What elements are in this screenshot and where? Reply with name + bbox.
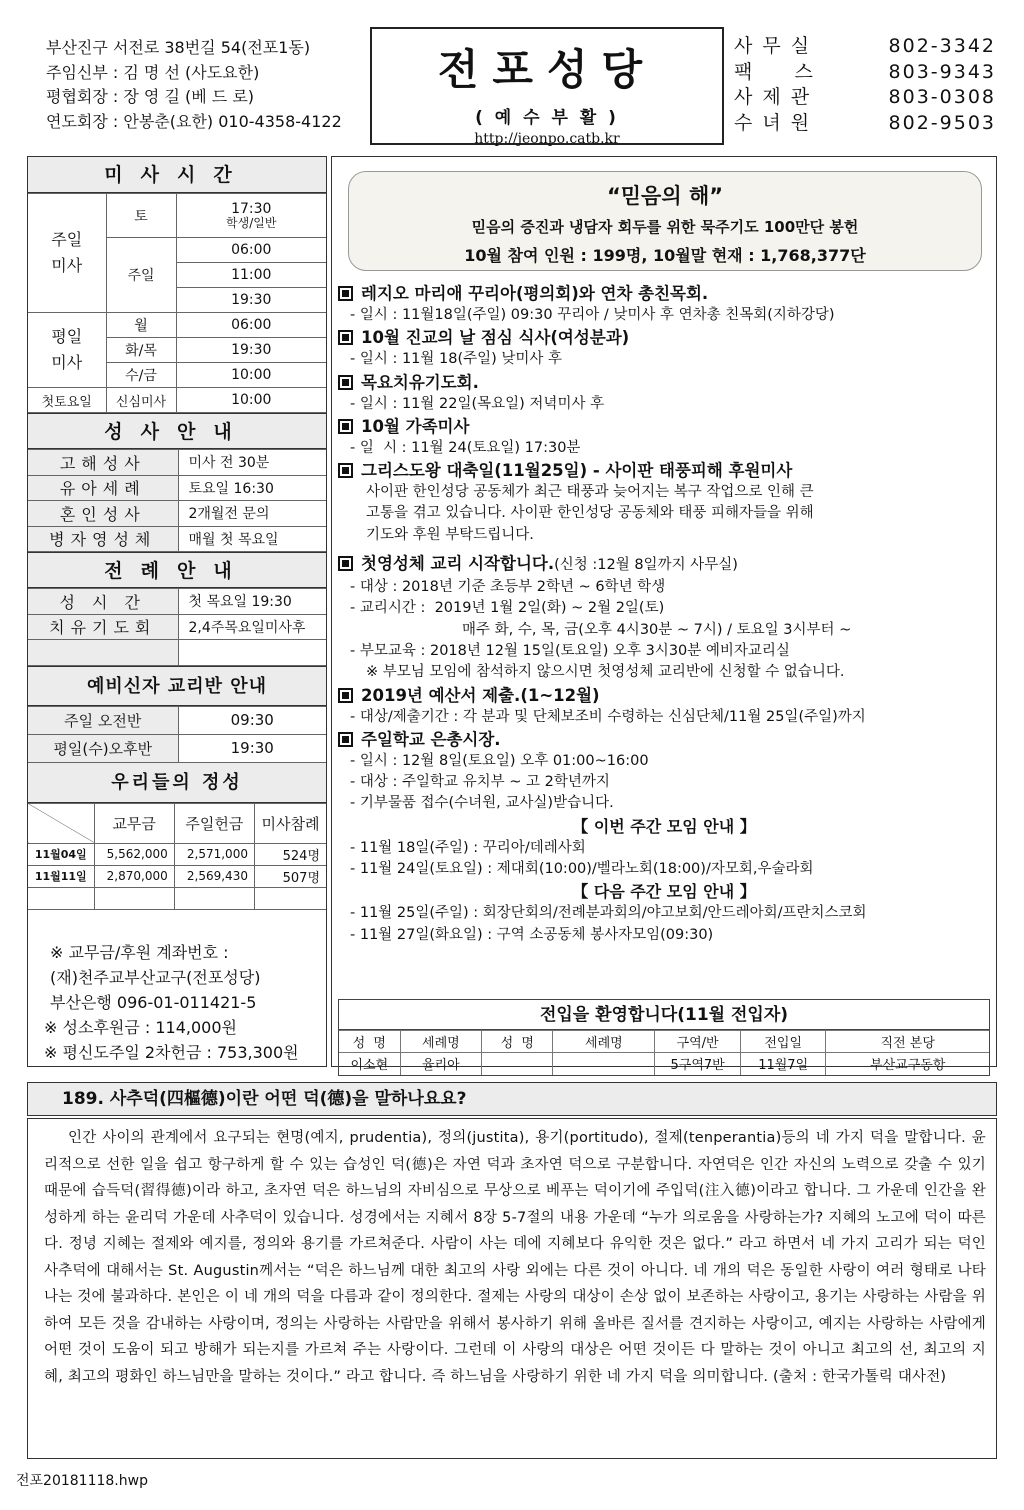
sacrament-row xyxy=(28,475,326,501)
weekday-time: 10:00 xyxy=(176,363,326,388)
notice-line: - 11월 24일(토요일) : 제대회(10:00)/벨라노회(18:00)/자모회,우술라회 xyxy=(350,861,814,878)
class-name: 주일 오전반 xyxy=(28,706,178,734)
parish-info xyxy=(46,36,366,134)
worship-row-empty xyxy=(28,640,326,666)
welcome-column-header: 성 명 xyxy=(482,1031,553,1053)
welcome-cell: 11월7일 xyxy=(740,1053,826,1075)
notice-line: ※ 부모님 모임에 참석하지 않으시면 첫영성체 교리반에 신청할 수 없습니다. xyxy=(366,664,845,681)
newcomers-table xyxy=(339,1030,989,1075)
empty-cell xyxy=(28,887,94,909)
square-bullet-icon xyxy=(338,556,353,571)
offering-collection: 2,571,000 xyxy=(174,843,254,865)
sacrament-row-info: 토요일 16:30 xyxy=(178,475,326,501)
sacrament-row-info: 2개월전 문의 xyxy=(178,501,326,527)
welcome-column-header: 구역/반 xyxy=(655,1031,741,1053)
notice-heading xyxy=(338,326,990,349)
contact-label: 사 무 실 xyxy=(734,35,812,57)
account-title: ※ 교무금/후원 계좌번호 : xyxy=(50,942,229,962)
welcome-column-header: 전입일 xyxy=(740,1031,826,1053)
mass-schedule-heading: 미사시간 xyxy=(28,157,326,193)
welcome-column-header: 성 명 xyxy=(339,1031,400,1053)
notice-line: 매주 화, 수, 목, 금(오후 4시30분 ~ 7시) / 토요일 3시부터 ~ xyxy=(462,621,852,638)
contact-row xyxy=(734,111,996,137)
offering-header-row xyxy=(28,803,326,843)
offering-heading: 우리들의 정성 xyxy=(28,763,326,803)
notice-heading xyxy=(338,282,990,305)
weekday-mass-label: 평일 미사 xyxy=(28,313,106,388)
vocation-donation: ※ 성소후원금 : 114,000원 xyxy=(44,1017,237,1037)
diagonal-cell xyxy=(28,803,94,843)
welcome-cell: 율리아 xyxy=(400,1053,482,1075)
catechumen-table xyxy=(28,706,326,763)
sacrament-row-name: 고해성사 xyxy=(28,450,178,476)
sacrament-row-info: 매월 첫 목요일 xyxy=(178,526,326,552)
worship-row-info: 2,4주목요일미사후 xyxy=(178,614,326,640)
contact-label: 수 녀 원 xyxy=(734,111,812,134)
welcome-cell xyxy=(482,1053,553,1075)
account-number: 부산은행 096-01-011421-5 xyxy=(50,992,257,1012)
welcome-cell xyxy=(553,1053,655,1075)
contact-number: 803-9343 xyxy=(888,60,996,83)
welcome-cell: 5구역7반 xyxy=(655,1053,741,1075)
contact-row xyxy=(734,85,996,111)
notice-list xyxy=(338,282,990,946)
contact-row xyxy=(734,34,996,60)
square-bullet-icon xyxy=(338,375,353,390)
notice-heading-text: 목요치유기도회. xyxy=(361,372,479,392)
welcome-cell: 부산교구동항 xyxy=(826,1053,989,1075)
worship-heading: 전례안내 xyxy=(28,552,326,588)
welcome-cell: 이소현 xyxy=(339,1053,400,1075)
first-saturday-type: 신심미사 xyxy=(106,388,176,413)
offering-collection: 2,569,430 xyxy=(174,865,254,887)
notice-line: - 11월 27일(화요일) : 구역 소공동체 봉사자모임(09:30) xyxy=(350,926,714,943)
welcome-column-header: 세례명 xyxy=(400,1031,482,1053)
welcome-newcomers xyxy=(338,999,990,1076)
worship-row-name: 치유기도회 xyxy=(28,614,178,640)
parish-title: 전포성당 xyxy=(437,45,657,94)
offering-column-header: 주일헌금 xyxy=(174,803,254,843)
parish-url[interactable]: http://jeonpo.catb.kr xyxy=(474,131,620,147)
meeting-heading: 【 이번 주간 모임 안내 】 xyxy=(572,816,756,836)
offering-column-header: 미사참례 xyxy=(254,803,326,843)
laity-sunday-collection: ※ 평신도주일 2차헌금 : 753,300원 xyxy=(44,1042,299,1062)
masthead xyxy=(370,27,724,145)
first-saturday-label: 첫토요일 xyxy=(28,388,106,413)
notice-heading xyxy=(338,415,990,438)
mass-schedule-table xyxy=(28,193,326,413)
catechumen-row xyxy=(28,734,326,762)
contact-number: 802-3342 xyxy=(888,35,996,57)
offering-row xyxy=(28,865,326,887)
welcome-title: 전입을 환영합니다(11월 전입자) xyxy=(339,1000,989,1030)
notice-heading-text: 레지오 마리애 꾸리아(평의회)와 연차 총친목회. xyxy=(361,284,709,303)
offering-column-header: 교무금 xyxy=(94,803,174,843)
sunday-time: 06:00 xyxy=(176,238,326,263)
contact-label: 팩 스 xyxy=(734,60,815,83)
contact-number: 803-0308 xyxy=(888,86,996,108)
notice-heading xyxy=(338,684,990,707)
sacrament-row-name: 유아세례 xyxy=(28,475,178,501)
square-bullet-icon xyxy=(338,419,353,434)
notice-heading xyxy=(338,552,990,577)
saturday-time: 17:30 학생/일반 xyxy=(176,194,326,238)
empty-cell xyxy=(174,887,254,909)
notice-line: - 일시 : 11월 22일(목요일) 저녁미사 후 xyxy=(350,395,605,412)
meeting-heading: 【 다음 주간 모임 안내 】 xyxy=(572,882,756,902)
account-holder: (재)천주교부산교구(전포성당) xyxy=(50,967,261,987)
weekday-day: 수/금 xyxy=(106,363,176,388)
offering-date: 11월04일 xyxy=(28,843,94,865)
square-bullet-icon xyxy=(338,463,353,478)
empty-cell xyxy=(178,640,326,666)
notice-line: - 11월 18일(주일) : 꾸리아/데레사회 xyxy=(350,839,586,856)
year-of-faith-line2: 10월 참여 인원 : 199명, 10월말 현재 : 1,768,377단 xyxy=(464,246,866,265)
sunday-mass-label: 주일 미사 xyxy=(28,194,106,313)
catechumen-row xyxy=(28,706,326,734)
sacrament-row-name: 혼인성사 xyxy=(28,501,178,527)
weekday-day: 화/목 xyxy=(106,338,176,363)
notice-line: 사이판 한인성당 공동체가 최근 태풍과 늦어지는 복구 작업으로 인해 큰 xyxy=(366,484,814,501)
weekday-time: 06:00 xyxy=(176,313,326,338)
union-president: 연도회장 : 안봉춘(요한) 010-4358-4122 xyxy=(46,111,342,131)
notice-heading-text: 10월 진교의 날 점심 식사(여성분과) xyxy=(361,328,630,348)
sacrament-row xyxy=(28,501,326,527)
worship-row-info: 첫 목요일 19:30 xyxy=(178,589,326,615)
sacrament-row xyxy=(28,450,326,476)
notice-line: - 기부물품 접수(수녀원, 교사실)받습니다. xyxy=(350,795,614,812)
square-bullet-icon xyxy=(338,732,353,747)
offering-table xyxy=(28,803,326,910)
notice-heading xyxy=(338,728,990,751)
notice-line: - 일시 : 12월 8일(토요일) 오후 01:00~16:00 xyxy=(350,752,649,769)
contact-list xyxy=(734,34,996,136)
contact-row xyxy=(734,60,996,86)
address: 부산진구 서전로 38번길 54(전포1동) xyxy=(46,38,311,57)
offering-dues: 5,562,000 xyxy=(94,843,174,865)
empty-cell xyxy=(28,640,178,666)
notice-note: (신청 :12월 8일까지 사무실) xyxy=(554,557,738,574)
notice-line: - 대상 : 주일학교 유치부 ~ 고 2학년까지 xyxy=(350,774,610,791)
notice-heading-text: 그리스도왕 대축일(11월25일) - 사이판 태풍피해 후원미사 xyxy=(361,461,793,481)
notice-heading-text: 2019년 예산서 제출.(1~12월) xyxy=(361,685,600,705)
account-info xyxy=(28,910,326,1065)
sacrament-row-name: 병자영성체 xyxy=(28,526,178,552)
offering-dues: 2,870,000 xyxy=(94,865,174,887)
left-sidebar xyxy=(27,156,327,1067)
worship-row-name: 성 시 간 xyxy=(28,589,178,615)
offering-empty-row xyxy=(28,887,326,909)
offering-date: 11월11일 xyxy=(28,865,94,887)
square-bullet-icon xyxy=(338,688,353,703)
empty-cell xyxy=(254,887,326,909)
year-of-faith-line1: 믿음의 증진과 냉담자 회두를 위한 묵주기도 100만단 봉헌 xyxy=(471,218,859,236)
pastor: 주임신부 : 김 명 선 (사도요한) xyxy=(46,62,260,82)
sacrament-row-info: 미사 전 30분 xyxy=(178,450,326,476)
worship-table xyxy=(28,588,326,666)
contact-number: 802-9503 xyxy=(888,111,996,134)
article-body: 인간 사이의 관계에서 요구되는 현명(예지, prudentia), 정의(justita), 용기(portitudo), 절제(tenperantia)등의 네 가지 덕을 말합니다. 윤리적으로 선한 일을 쉽고 항구하게 할 수 있는 습성인 덕(德)은 자연 덕과 초자연 덕으로 구분합니다. 자연덕은 인간 자신의 노력으로 갖출 수 있기 때문에 습득덕(習得德)이라 하고, 초자연 덕은 하느님의 자비심으로 무상으로 베푸는 덕이기에 주입덕(注入德)이라고 합니다. 그 가운데 인간을 완성하게 하는 윤리덕 가운데 사추덕이 있습니다. 성경에서는 지혜서 8장 5-7절의 내용 가운데 “누가 의로움을 사랑하는가? 지혜의 노고에 덕이 따른다. 정녕 지혜는 절제와 예지를, 정의와 용기를 가르쳐준다. 사람이 사는 데에 지혜보다 유익한 것은 없다.” 라고 하면서 네 가지 고리가 되는 덕인 사추덕에 대해서는 St. Augustin께서는 “덕은 하느님께 대한 최고의 사랑 외에는 다른 것이 아니다. 네 개의 덕은 동일한 사랑이 여러 형태로 나타나는 것에 불과하다. 본인은 이 네 개의 덕을 다름과 같이 정의한다. 절제는 사랑의 대상이 손상 없이 보존하는 사랑이고, 용기는 사랑하는 사람을 위하여 모든 것을 감내하는 사랑이며, 정의는 사랑하는 사람만을 위해서 봉사하기 위해 올바른 질서를 견지하는 사랑이고, 예지는 사랑하는 사람에게 어떤 것이 도움이 되고 방해가 되는지를 가르쳐 주는 사랑이다. 그런데 이 사랑의 대상은 어떤 것이든 다 말하는 것이 아니고 최고의 선, 최고의 지혜, 최고의 평화인 하느님만을 말하는 것이다.” 라고 합니다. 즉 하느님을 사랑하기 위한 네 가지 덕을 의미합니다. (출처 : 한국가톨릭 대사전) xyxy=(27,1118,997,1459)
saturday-day: 토 xyxy=(106,194,176,238)
notice-line: - 부모교육 : 2018년 12월 15일(토요일) 오후 3시30분 예비자교리실 xyxy=(350,642,790,659)
council-president: 평협회장 : 장 영 길 (베 드 로) xyxy=(46,87,255,106)
square-bullet-icon xyxy=(338,330,353,345)
offering-row xyxy=(28,843,326,865)
notice-line: - 대상 : 2018년 기준 초등부 2학년 ~ 6학년 학생 xyxy=(350,579,666,596)
liturgical-season: ( 예 수 부 활 ) xyxy=(475,108,619,128)
sacrament-row xyxy=(28,526,326,552)
class-time: 09:30 xyxy=(178,706,326,734)
notice-heading xyxy=(338,459,990,482)
welcome-row xyxy=(339,1053,989,1075)
contact-label: 사 제 관 xyxy=(734,86,812,108)
year-of-faith-title: “믿음의 해” xyxy=(606,184,724,208)
first-saturday-time: 10:00 xyxy=(176,388,326,413)
article-title: 189. 사추덕(四樞德)이란 어떤 덕(德)을 말하나요요? xyxy=(27,1082,997,1116)
notice-line: - 11월 25일(주일) : 회장단회의/전례분과회의/야고보회/안드레아회/프란치스코회 xyxy=(350,905,867,922)
notice-panel xyxy=(331,156,997,1074)
class-time: 19:30 xyxy=(178,734,326,762)
notice-heading xyxy=(338,371,990,394)
notice-line: - 교리시간 : 2019년 1월 2일(화) ~ 2월 2일(토) xyxy=(350,600,665,617)
sacraments-table xyxy=(28,449,326,552)
weekday-day: 월 xyxy=(106,313,176,338)
offering-attendance: 524명 xyxy=(254,843,326,865)
sunday-time: 11:00 xyxy=(176,263,326,288)
square-bullet-icon xyxy=(338,286,353,301)
empty-cell xyxy=(94,887,174,909)
welcome-column-header: 세례명 xyxy=(553,1031,655,1053)
notice-line: 고통을 겪고 있습니다. 사이판 한인성당 공동체와 태풍 피해자들을 위해 xyxy=(366,505,814,522)
sunday-time: 19:30 xyxy=(176,288,326,313)
welcome-column-header: 직전 본당 xyxy=(826,1031,989,1053)
notice-line: - 일시 : 11월 18(주일) 낮미사 후 xyxy=(350,351,563,368)
notice-heading-text: 주일학교 은총시장. xyxy=(361,729,501,749)
offering-attendance: 507명 xyxy=(254,865,326,887)
notice-heading-text: 첫영성체 교리 시작합니다. xyxy=(361,554,555,574)
file-name: 전포20181118.hwp xyxy=(16,1473,148,1489)
weekday-time: 19:30 xyxy=(176,338,326,363)
notice-line: - 일시 : 11월18일(주일) 09:30 꾸리아 / 낮미사 후 연차총 친목회(지하강당) xyxy=(350,307,835,323)
notice-line: 기도와 후원 부탁드립니다. xyxy=(366,526,534,543)
worship-row xyxy=(28,589,326,615)
worship-row xyxy=(28,614,326,640)
sacraments-heading: 성사안내 xyxy=(28,413,326,449)
welcome-header-row xyxy=(339,1031,989,1053)
year-of-faith-box xyxy=(348,171,982,271)
catechumen-heading: 예비신자 교리반 안내 xyxy=(28,666,326,706)
notice-heading-text: 10월 가족미사 xyxy=(361,416,470,436)
sunday-day: 주일 xyxy=(106,238,176,313)
notice-line: - 대상/제출기간 : 각 분과 및 단체보조비 수령하는 신심단체/11월 25일(주일)까지 xyxy=(350,708,866,725)
class-name: 평일(수)오후반 xyxy=(28,734,178,762)
notice-line: - 일 시 : 11월 24(토요일) 17:30분 xyxy=(350,439,581,456)
